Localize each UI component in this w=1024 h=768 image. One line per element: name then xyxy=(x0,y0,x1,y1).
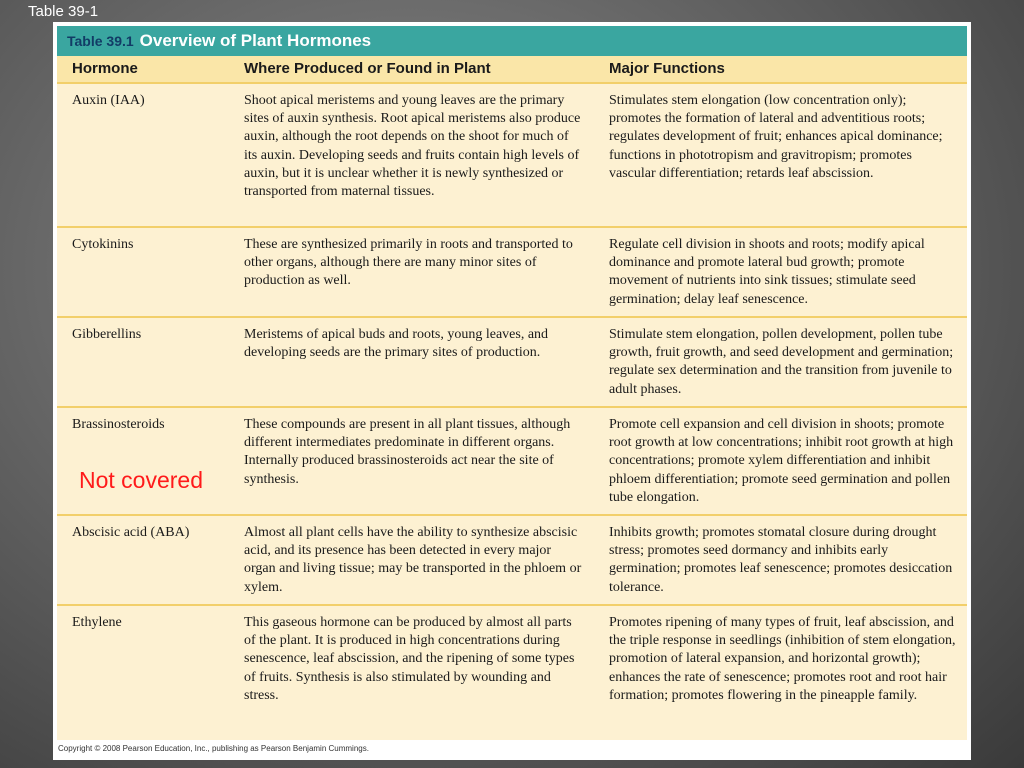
column-header-where: Where Produced or Found in Plant xyxy=(244,60,491,77)
column-header-hormone: Hormone xyxy=(72,60,138,77)
table-header-bar xyxy=(57,26,967,56)
table-number: Table 39.1 xyxy=(67,33,134,49)
major-functions: Promote cell expansion and cell division in shoots; promote root growth at low concentrations; inhibit root growth at high concentrations; promote xylem differentiation and inhibit phloem differentiation; promote seed germination and pollen tube elongation. xyxy=(609,417,954,505)
production-site: Almost all plant cells have the ability to synthesize abscisic acid, and its presence has been detected in every major organ and living tissue; may be transported in the phloem or xylem. xyxy=(244,525,582,595)
table-row xyxy=(57,82,967,226)
hormone-name: Auxin (IAA) xyxy=(72,93,145,108)
major-functions: Regulate cell division in shoots and roots; modify apical dominance and promote lateral bud growth; promote movement of nutrients into sink tissues; stimulate seed germination; delay leaf senescence. xyxy=(609,237,925,307)
hormone-name: Gibberellins xyxy=(72,327,142,342)
hormone-name: Ethylene xyxy=(72,615,122,630)
table-title: Overview of Plant Hormones xyxy=(139,31,372,50)
production-site: Meristems of apical buds and roots, young leaves, and developing seeds are the primary sites of production. xyxy=(244,327,549,361)
slide-title: Table 39-1 xyxy=(28,3,99,20)
table-row xyxy=(57,514,967,604)
production-site: This gaseous hormone can be produced by almost all parts of the plant. It is produced in high concentrations during senescence, leaf abscission, and the ripening of some types of fruits. Synthesis is also stimulated by wounding and stress. xyxy=(244,615,575,703)
copyright-notice: Copyright © 2008 Pearson Education, Inc., publishing as Pearson Benjamin Cummings. xyxy=(58,744,369,753)
table-body xyxy=(57,56,967,740)
hormone-name: Brassinosteroids xyxy=(72,417,165,432)
hormone-name: Abscisic acid (ABA) xyxy=(72,525,190,540)
table-row xyxy=(57,316,967,406)
production-site: These are synthesized primarily in roots and transported to other organs, although there are many minor sites of production as well. xyxy=(244,237,573,289)
major-functions: Stimulates stem elongation (low concentration only); promotes the formation of lateral and adventitious roots; regulates development of fruit; enhances apical dominance; functions in phototropism and gravitropism; promotes vascular differentiation; retards leaf abscission. xyxy=(609,93,943,181)
production-site: These compounds are present in all plant tissues, although different intermediates predominate in different organs. Internally produced brassinosteroids act near the site of synthesis. xyxy=(244,417,571,487)
major-functions: Inhibits growth; promotes stomatal closure during drought stress; promotes seed dormancy and inhibits early germination; promotes leaf senescence; promotes desiccation tolerance. xyxy=(609,525,953,595)
major-functions: Stimulate stem elongation, pollen development, pollen tube growth, fruit growth, and seed development and germination; regulate sex determination and the transition from juvenile to adult phases. xyxy=(609,327,954,397)
column-header-row xyxy=(57,56,967,82)
table-row xyxy=(57,406,967,514)
table-row xyxy=(57,226,967,316)
production-site: Shoot apical meristems and young leaves are the primary sites of auxin synthesis. Root apical meristems also produce auxin, although the root depends on the shoot for much of its auxin. Developing seeds and fruits contain high levels of auxin, but it is unclear whether it is newly synthesized or transported from maternal tissues. xyxy=(244,93,581,200)
table-panel xyxy=(53,22,971,760)
not-covered-annotation: Not covered xyxy=(79,467,204,493)
major-functions: Promotes ripening of many types of fruit, leaf abscission, and the triple response in seedlings (inhibition of stem elongation, promotion of lateral expansion, and horizontal growth); enhances the rate of senescence; promotes root and root hair formation; promotes flowering in the pineapple family. xyxy=(609,615,956,703)
hormone-name: Cytokinins xyxy=(72,237,134,252)
column-header-functions: Major Functions xyxy=(609,60,725,77)
table-row xyxy=(57,604,967,742)
